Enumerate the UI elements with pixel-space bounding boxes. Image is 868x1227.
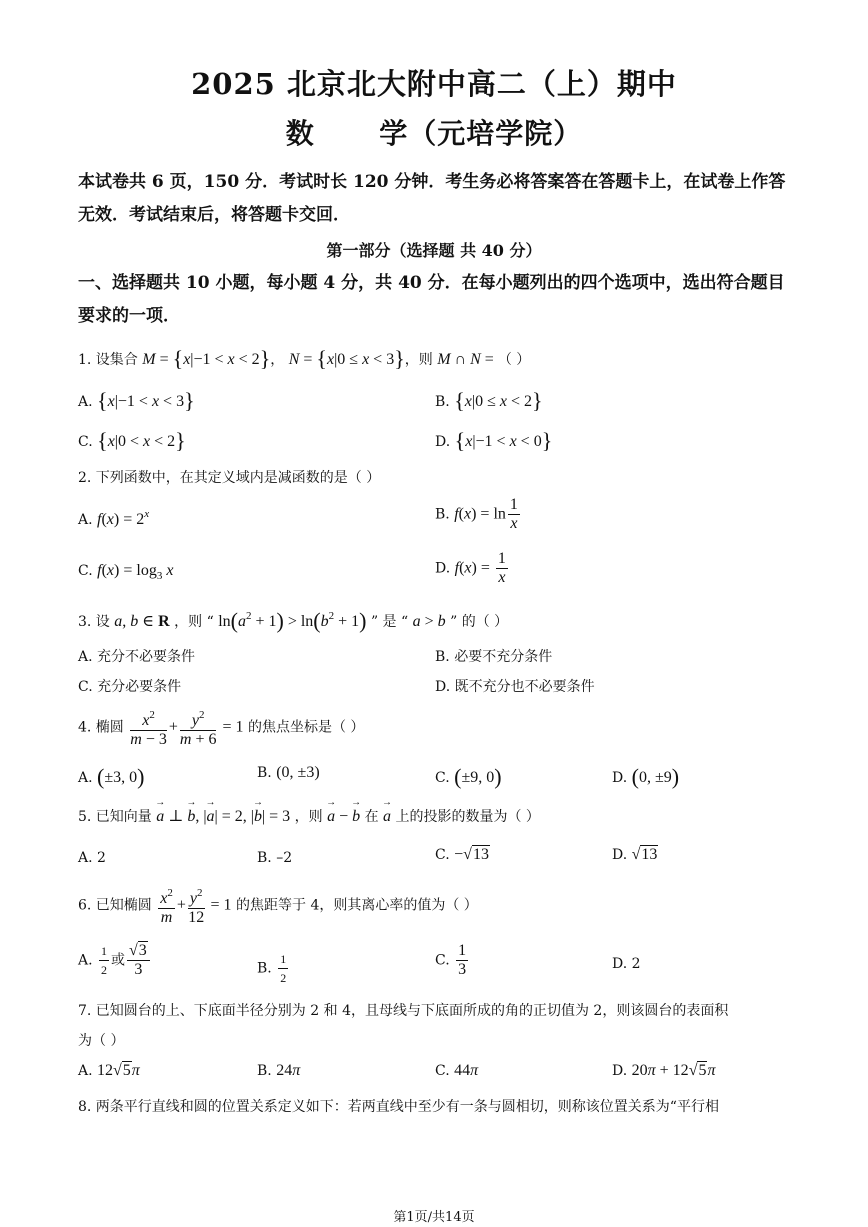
option-label: D. <box>612 1063 628 1079</box>
q7-option-a: A. 12√5π <box>78 1062 140 1079</box>
part-one-desc-2: 要求的一项． <box>78 306 180 326</box>
q7-option-b: B. 24π <box>257 1062 301 1079</box>
q6-option-a: A. $\frac{1}{2}$ 或 $\frac{√3}{3}$ <box>78 942 152 979</box>
question-3-prefix: 3. 设 <box>78 614 110 630</box>
question-4: 4. 椭圆 $\frac{x^2}{m - 3}$ + $\frac{y^2}{m + 6}$ = 1 的焦点坐标是（ ） <box>78 706 364 749</box>
q1-option-b: B. {x|0 ≤ x < 2} <box>435 388 543 413</box>
q2-option-b: B. f(x) = ln $\frac{1}{x}$ <box>435 496 518 532</box>
option-label: A. <box>78 512 93 528</box>
q5-option-b: B. –2 <box>257 850 293 866</box>
q4-option-d: D. (0, ±9) <box>612 764 680 789</box>
part-one-desc-1: 一、选择题共 10 小题，每小题 4 分，共 40 分．在每小题列出的四个选项中，选出符合题目 <box>78 273 785 293</box>
question-3-is: ” 是 “ <box>370 614 409 630</box>
question-4-end: 的焦点坐标是（ ） <box>247 719 365 736</box>
q5-option-c: C. −√13 <box>435 846 489 863</box>
option-label: C. <box>435 1063 450 1079</box>
option-label: C. <box>78 434 93 450</box>
option-label: B. <box>435 506 450 523</box>
question-5-at: 在 <box>364 809 379 825</box>
question-6-prefix: 6. 已知椭圆 <box>78 897 152 914</box>
q4-option-c: C. (±9, 0) <box>435 764 502 789</box>
option-label: A. <box>78 1063 93 1079</box>
q3-option-d: D. 既不充分也不必要条件 <box>435 679 595 695</box>
q4-option-a: A. (±3, 0) <box>78 764 145 789</box>
question-5-then: ，则 <box>294 809 323 825</box>
option-label: B. <box>257 765 272 781</box>
q4-option-b: B. (0, ±3) <box>257 764 320 781</box>
q6-option-b: B. $\frac{1}{2}$ <box>257 952 287 985</box>
question-1-paren: （ ） <box>497 352 531 368</box>
question-1-prefix: 1. 设集合 <box>78 352 138 368</box>
exam-subtitle: 数 学（元培学院） <box>285 117 583 150</box>
question-4-prefix: 4. 椭圆 <box>78 719 124 736</box>
q3-option-c: C. 充分必要条件 <box>78 679 182 695</box>
question-5: 5. 已知向量 → a ⊥ → b, |→ a| = 2, |→ b| = 3 ，则 → a − → b 在 → a 上的投影的数量为（ ） <box>78 806 540 826</box>
instructions-line-1: 本试卷共 6 页，150 分．考试时长 120 分钟．考生务必将答案答在答题卡上，在试卷上作答 <box>78 172 786 192</box>
q1-option-c: C. {x|0 < x < 2} <box>78 428 186 453</box>
q3-option-a: A. 充分不必要条件 <box>78 649 196 665</box>
page-footer: 第1页/共14页 <box>393 1210 475 1225</box>
question-1-comma: ， <box>270 352 285 368</box>
option-label: B. <box>435 394 450 410</box>
question-5-end: 上的投影的数量为（ ） <box>395 809 540 825</box>
question-6-end: 的焦距等于 4，则其离心率的值为（ ） <box>236 897 478 914</box>
option-label: C. <box>435 847 450 863</box>
option-label: D. <box>612 847 628 863</box>
q3-option-b: B. 必要不充分条件 <box>435 649 553 665</box>
q7-option-c: C. 44π <box>435 1062 479 1079</box>
option-label: D. <box>435 434 451 450</box>
option-label: C. <box>435 952 450 969</box>
instructions-line-2: 无效．考试结束后，将答题卡交回． <box>78 205 350 225</box>
question-7-line-2: 为（ ） <box>78 1033 125 1049</box>
option-or: 或 <box>111 952 126 969</box>
option-label: A. <box>78 394 93 410</box>
option-label: C. <box>78 563 93 579</box>
question-2: 2. 下列函数中，在其定义域内是减函数的是（ ） <box>78 470 381 486</box>
option-label: C. <box>435 770 450 786</box>
q7-option-d: D. 20π + 12√5π <box>612 1062 716 1079</box>
question-3: 3. 设 a, b ∈ R ，则 “ $\ln(a^2 + 1) > \ln(b^2 + 1)$ ” 是 “ a > b ” 的（ ） <box>78 608 509 633</box>
question-1: 1. 设集合 M = {x|−1 < x < 2}， N = {x|0 ≤ x < 3}，则 M ∩ N = （ ） <box>78 346 531 371</box>
question-3-end: ” 的（ ） <box>450 614 509 630</box>
option-label: A. <box>78 952 93 969</box>
q1-option-a: A. {x|−1 < x < 3} <box>78 388 195 413</box>
question-5-prefix: 5. 已知向量 <box>78 809 152 825</box>
option-label: B. <box>257 1063 272 1079</box>
exam-title: 2025 北京北大附中高二（上）期中 <box>191 67 677 101</box>
option-label: A. <box>78 770 93 786</box>
q2-option-d: D. f(x) = $\frac{1}{x}$ <box>435 550 506 586</box>
option-label: D. <box>612 770 628 786</box>
question-8-line-1: 8. 两条平行直线和圆的位置关系定义如下：若两直线中至少有一条与圆相切，则称该位置关系为“平行相 <box>78 1099 719 1115</box>
question-1-then: ，则 <box>404 352 433 368</box>
part-one-title: 第一部分（选择题 共 40 分） <box>326 241 542 260</box>
q2-option-a: A. $f(x) = 2^x$ <box>78 508 150 528</box>
question-3-mid: ，则 “ <box>174 614 214 630</box>
q1-option-d: D. {x|−1 < x < 0} <box>435 428 553 453</box>
option-label: D. <box>435 560 451 577</box>
q6-option-d: D. 2 <box>612 956 641 972</box>
question-7-line-1: 7. 已知圆台的上、下底面半径分别为 2 和 4，且母线与下底面所成的角的正切值为 2，则该圆台的表面积 <box>78 1003 729 1019</box>
option-label: B. <box>257 960 272 977</box>
q5-option-d: D. √13 <box>612 846 658 863</box>
question-6: 6. 已知椭圆 $\frac{x^2}{m}$ + $\frac{y^2}{12}$ = 1 的焦距等于 4，则其离心率的值为（ ） <box>78 884 478 927</box>
q2-option-c: C. $f(x) = \log_3 x$ <box>78 562 174 582</box>
q5-option-a: A. 2 <box>78 850 106 866</box>
q6-option-c: C. $\frac{1}{3}$ <box>435 942 467 978</box>
